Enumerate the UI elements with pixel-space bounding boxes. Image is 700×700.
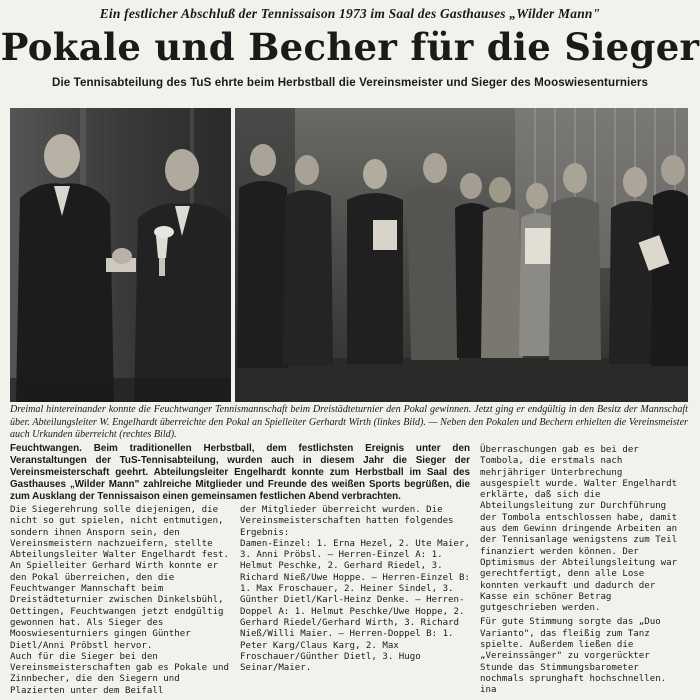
- photo-trophy-handover: [10, 108, 231, 402]
- col3-paragraph-1: Überraschungen gab es bei der Tombola, die erstmals nach mehrjähriger Unterbrechung ausgespielt wurde. Walter Engelhardt erklärte, daß sich die Abteilungsleitung zur Durchführung der Tombola entschlossen habe, damit aus dem Gewinn dringende Arbeiten an der Tennisanlage wenigstens zum Teil finanziert werden können. Der Optimismus der Abteilungsleitung war gerechtfertigt, denn alle Lose konnten verkauft und dadurch der Kasse ein schöner Betrag gutgeschrieben werden.: [480, 445, 678, 614]
- article-lead: [10, 443, 470, 503]
- article-subhead: Die Tennisabteilung des TuS ehrte beim Herbstball die Vereinsmeister und Sieger des Mooswiesenturniers: [51, 76, 649, 89]
- col3-paragraph-2: [480, 617, 688, 696]
- col1-paragraph-2: Auch für die Sieger bei den Vereinsmeisterschaften gab es Pokale und Zinnbecher, die den Siegern und Plazierten unter dem Beifall: [10, 651, 229, 696]
- article-kicker: Ein festlicher Abschluß der Tennissaison 1973 im Saal des Gasthauses „Wilder Mann": [99, 6, 601, 21]
- body-column-2: [240, 505, 472, 674]
- caption-text: Dreimal hintereinander konnte die Feuchtwanger Tennismannschaft beim Dreistädteturnier den Pokal gewinnen. Jetzt ging er endgültig in den Besitz der Mannschaft über. Abteilungsleiter W. Engelhardt überreichte den Pokal an Spielleiter Gerhardt Wirth (linkes Bild). — Neben den Pokalen und Bechern erhielten die Vereinsmeister auch Urkunden überreicht (rechtes Bild).: [10, 404, 688, 440]
- author-initials: ina: [480, 685, 497, 696]
- col1-paragraph-1: Die Siegerehrung solle diejenigen, die nicht so gut spielen, nicht entmutigen, sondern ihnen Ansporn sein, den Vereinsmeistern nachzueifern, stellte Abteilungsleiter Walter Engelhardt fest. An Spielleiter Gerhard Wirth konnte er den Pokal überreichen, den die Feuchtwanger Mannschaft beim Dreistädteturnier zwischen Dinkelsbühl, Oettingen, Feuchtwangen jetzt endgültig gewonnen hat. Als Sieger des Mooswiesenturniers gingen Günther Dietl/Anni Pröbstl hervor.: [10, 505, 229, 651]
- article-headline: Pokale und Becher für die Sieger: [0, 25, 700, 69]
- body-column-1: [10, 505, 232, 697]
- lead-text: Feuchtwangen. Beim traditionellen Herbstball, dem festlichsten Ereignis unter den Veranstaltungen der TuS-Tennisabteilung, wurden auch in diesem Jahr die Sieger der Vereinsmeisterschaft geehrt. Abteilungsleiter Engelhardt konnte zum Herbstball im Saal des Gasthauses „Wilder Mann" zahlreiche Mitglieder und Freunde des weißen Sports begrüßen, die zum Ausklang der Tennissaison einen gemeinsamen festlichen Abend verbrachten.: [10, 443, 470, 502]
- col2-paragraph-1: der Mitglieder überreicht wurden. Die Vereinsmeisterschaften hatten folgendes Ergebnis:: [240, 505, 454, 538]
- col2-results: Damen-Einzel: 1. Erna Hezel, 2. Ute Maier, 3. Anni Pröbsl. — Herren-Einzel A: 1. Helmut Peschke, 2. Gerhard Riedel, 3. Richard Nieß/Uwe Hoppe. — Herren-Einzel B: 1. Max Froschauer, 2. Heiner Sindel, 3. Günther Dietl/Karl-Heinz Denke. — Herren-Doppel A: 1. Helmut Peschke/Uwe Hoppe, 2. Gerhard Riedel/Gerhard Wirth, 3. Richard Nieß/Willi Maier. — Herren-Doppel B: 1. Peter Karg/Claus Karg, 2. Max Froschauer/Günther Dietl, 3. Hugo Seinar/Maier.: [240, 538, 470, 674]
- col3-paragraph-2-text: Für gute Stimmung sorgte das „Duo Varianto", das fleißig zum Tanz spielte. Außerdem ließen die „Vereinssänger" zu vorgerückter Stunde das Stimmungsbarometer nochmals sprunghaft hochschnellen.: [480, 617, 667, 684]
- photo-winners-group: [235, 108, 688, 402]
- body-column-3: [480, 445, 688, 700]
- photo-caption: [10, 404, 688, 442]
